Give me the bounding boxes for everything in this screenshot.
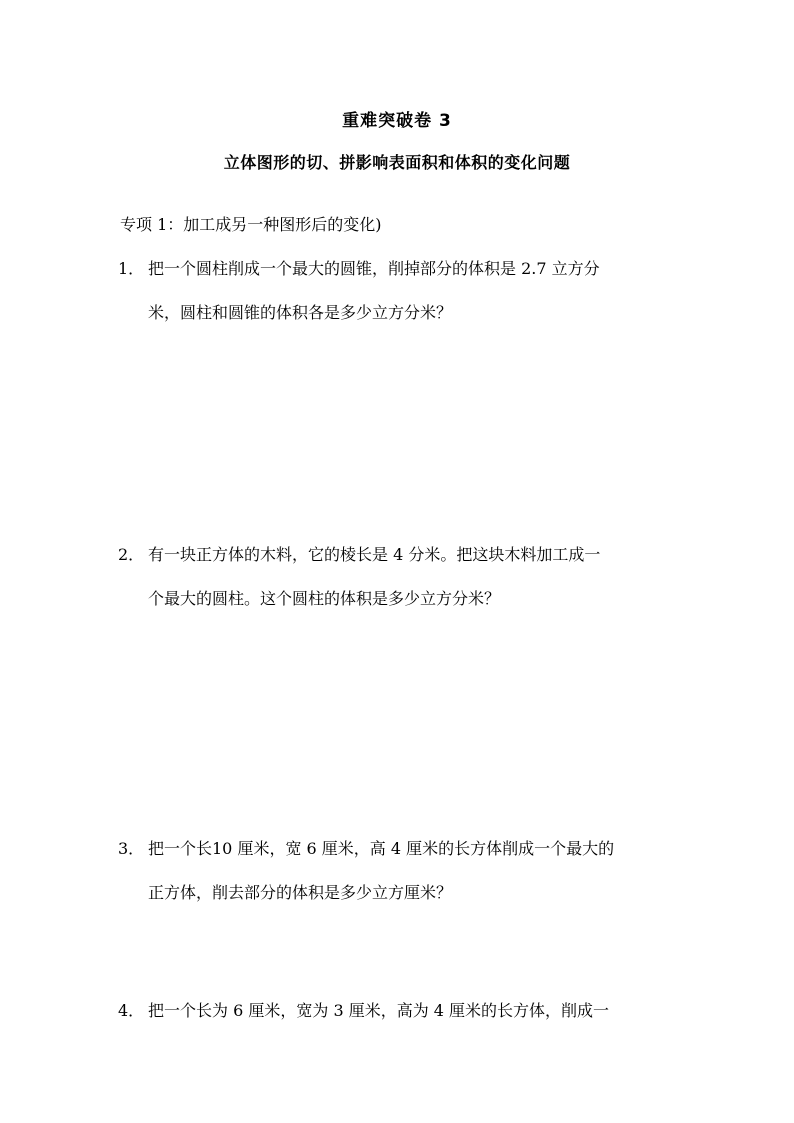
question-line	[118, 827, 688, 871]
question-line	[118, 989, 688, 1033]
question-number: 2．	[118, 545, 145, 564]
question-text: 把一个圆柱削成一个最大的圆锥，削掉部分的体积是 2.7 立方分	[148, 259, 600, 278]
question-text: 把一个长为 6 厘米，宽为 3 厘米，高为 4 厘米的长方体，削成一	[148, 1001, 610, 1020]
question-text-continued: 米，圆柱和圆锥的体积各是多少立方分米？	[148, 303, 453, 322]
question-number: 4．	[118, 1001, 145, 1020]
page-title: 重难突破卷 3	[342, 111, 452, 131]
question-2	[118, 533, 688, 621]
question-line	[118, 533, 688, 577]
question-text: 把一个长10 厘米，宽 6 厘米，高 4 厘米的长方体削成一个最大的	[148, 839, 615, 858]
question-text: 有一块正方体的木料，它的棱长是 4 分米。把这块木料加工成一	[148, 545, 601, 564]
question-text-continued: 正方体，削去部分的体积是多少立方厘米？	[148, 883, 453, 902]
section-heading: 专项 1：加工成另一种图形后的变化)	[120, 215, 382, 234]
page-subtitle: 立体图形的切、拼影响表面积和体积的变化问题	[223, 153, 571, 172]
question-4	[118, 989, 688, 1033]
question-1	[118, 247, 688, 335]
question-3	[118, 827, 688, 915]
question-text-continued: 个最大的圆柱。这个圆柱的体积是多少立方分米？	[148, 589, 501, 608]
question-line	[118, 247, 688, 291]
question-number: 1．	[118, 259, 145, 278]
question-number: 3．	[118, 839, 145, 858]
